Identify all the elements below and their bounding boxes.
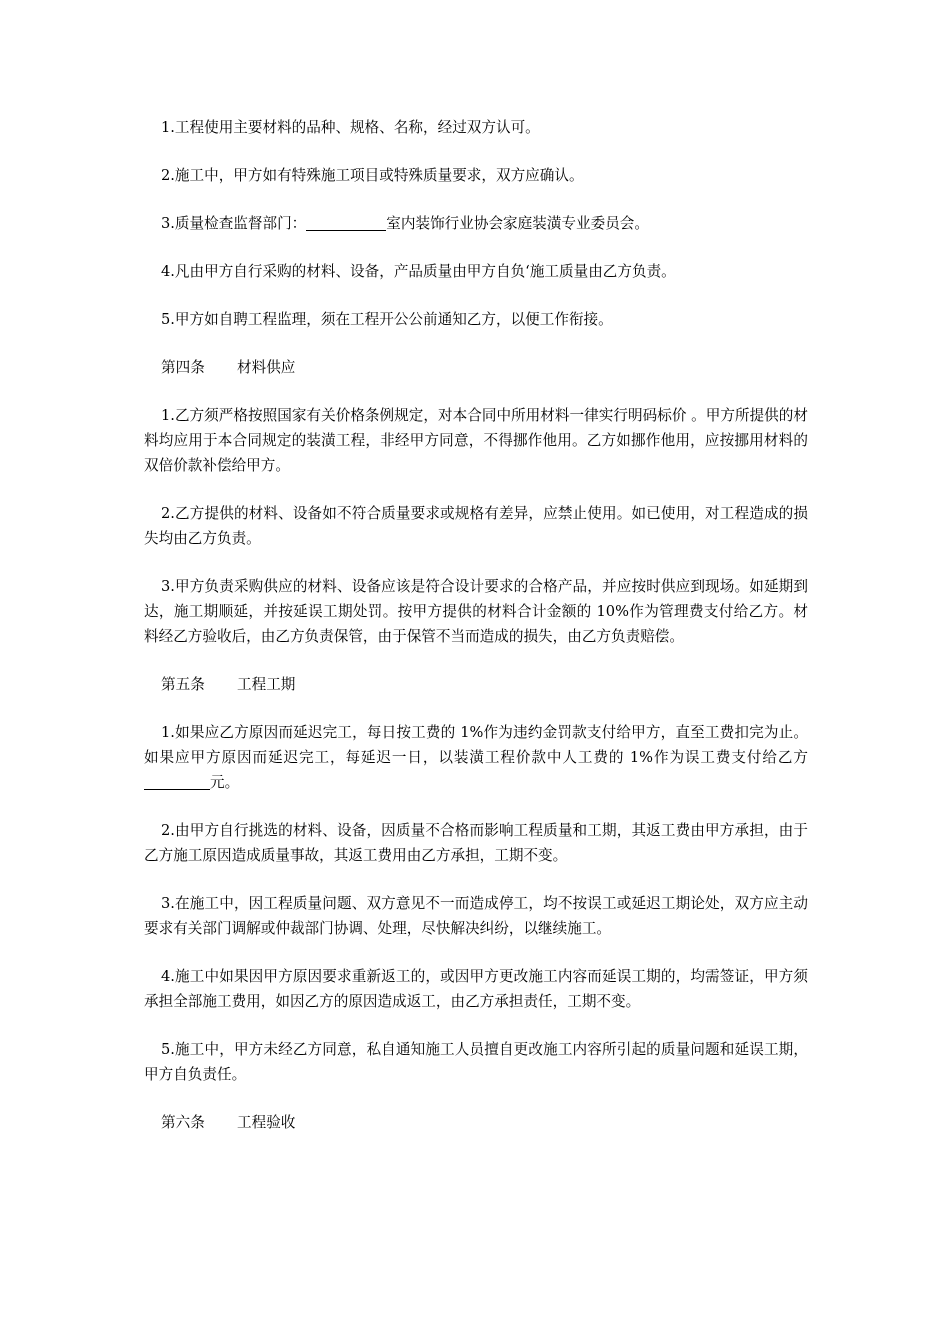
clause-5-5: 5.施工中，甲方未经乙方同意，私自通知施工人员擅自更改施工内容所引起的质量问题和延误工期，甲方自负责任。 bbox=[144, 1041, 808, 1083]
article-5-title: 工程工期 bbox=[237, 676, 296, 693]
article-6-number: 第六条 bbox=[161, 1114, 205, 1131]
clause-5-1-suffix: 元。 bbox=[210, 774, 240, 791]
fill-blank-department bbox=[306, 214, 386, 231]
clause-3-1: 1.工程使用主要材料的品种、规格、名称，经过双方认可。 bbox=[161, 119, 540, 136]
clause-5-4: 4.施工中如果因甲方原因要求重新返工的，或因甲方更改施工内容而延误工期的，均需签证，甲方须承担全部施工费用，如因乙方的原因造成返工，由乙方承担责任，工期不变。 bbox=[144, 968, 808, 1010]
clause-3-5: 5.甲方如自聘工程监理，须在工程开公公前通知乙方，以便工作衔接。 bbox=[161, 311, 613, 328]
clause-5-2: 2.由甲方自行挑选的材料、设备，因质量不合格而影响工程质量和工期，其返工费由甲方承担，由于乙方施工原因造成质量事故，其返工费用由乙方承担，工期不变。 bbox=[144, 822, 808, 864]
article-4-number: 第四条 bbox=[161, 359, 205, 376]
article-6-heading bbox=[144, 1110, 808, 1135]
article-4-title: 材料供应 bbox=[237, 359, 296, 376]
clause-4-1: 1.乙方须严格按照国家有关价格条例规定，对本合同中所用材料一律实行明码标价 。甲方所提供的材料均应用于本合同规定的装潢工程，非经甲方同意，不得挪作他用。乙方如挪作他用，应按挪用材料的双倍价款补偿给甲方。 bbox=[144, 407, 808, 474]
clause-3-3-prefix: 3.质量检查监督部门： bbox=[161, 215, 307, 232]
clause-3-3 bbox=[144, 211, 808, 236]
clause-3-4: 4.凡由甲方自行采购的材料、设备，产品质量由甲方自负‘施工质量由乙方负责。 bbox=[161, 263, 676, 280]
clause-5-1-prefix: 1.如果应乙方原因而延迟完工，每日按工费的 1%作为违约金罚款支付给甲方，直至工费扣完为止。如果应甲方原因而延迟完工，每延迟一日，以装潢工程价款中人工费的 1%作为误工费支付给乙方 bbox=[144, 724, 808, 766]
fill-blank-amount bbox=[144, 773, 210, 790]
article-5-heading bbox=[144, 672, 808, 697]
clause-4-3: 3.甲方负责采购供应的材料、设备应该是符合设计要求的合格产品，并应按时供应到现场。如延期到达，施工期顺延，并按延误工期处罚。按甲方提供的材料合计金额的 10%作为管理费支付给乙方。材料经乙方验收后，由乙方负责保管，由于保管不当而造成的损失，由乙方负责赔偿。 bbox=[144, 578, 808, 645]
clause-3-3-suffix: 室内装饰行业协会家庭装潢专业委员会。 bbox=[386, 215, 649, 232]
clause-4-2: 2.乙方提供的材料、设备如不符合质量要求或规格有差异，应禁止使用。如已使用，对工程造成的损失均由乙方负责。 bbox=[144, 505, 808, 547]
clause-5-3: 3.在施工中，因工程质量问题、双方意见不一而造成停工，均不按误工或延迟工期论处，双方应主动要求有关部门调解或仲裁部门协调、处理，尽快解决纠纷，以继续施工。 bbox=[144, 895, 808, 937]
contract-page bbox=[144, 115, 808, 1158]
article-5-number: 第五条 bbox=[161, 676, 205, 693]
clause-5-1 bbox=[144, 720, 808, 795]
article-6-title: 工程验收 bbox=[237, 1114, 296, 1131]
clause-3-2: 2.施工中，甲方如有特殊施工项目或特殊质量要求，双方应确认。 bbox=[161, 167, 584, 184]
article-4-heading bbox=[144, 355, 808, 380]
